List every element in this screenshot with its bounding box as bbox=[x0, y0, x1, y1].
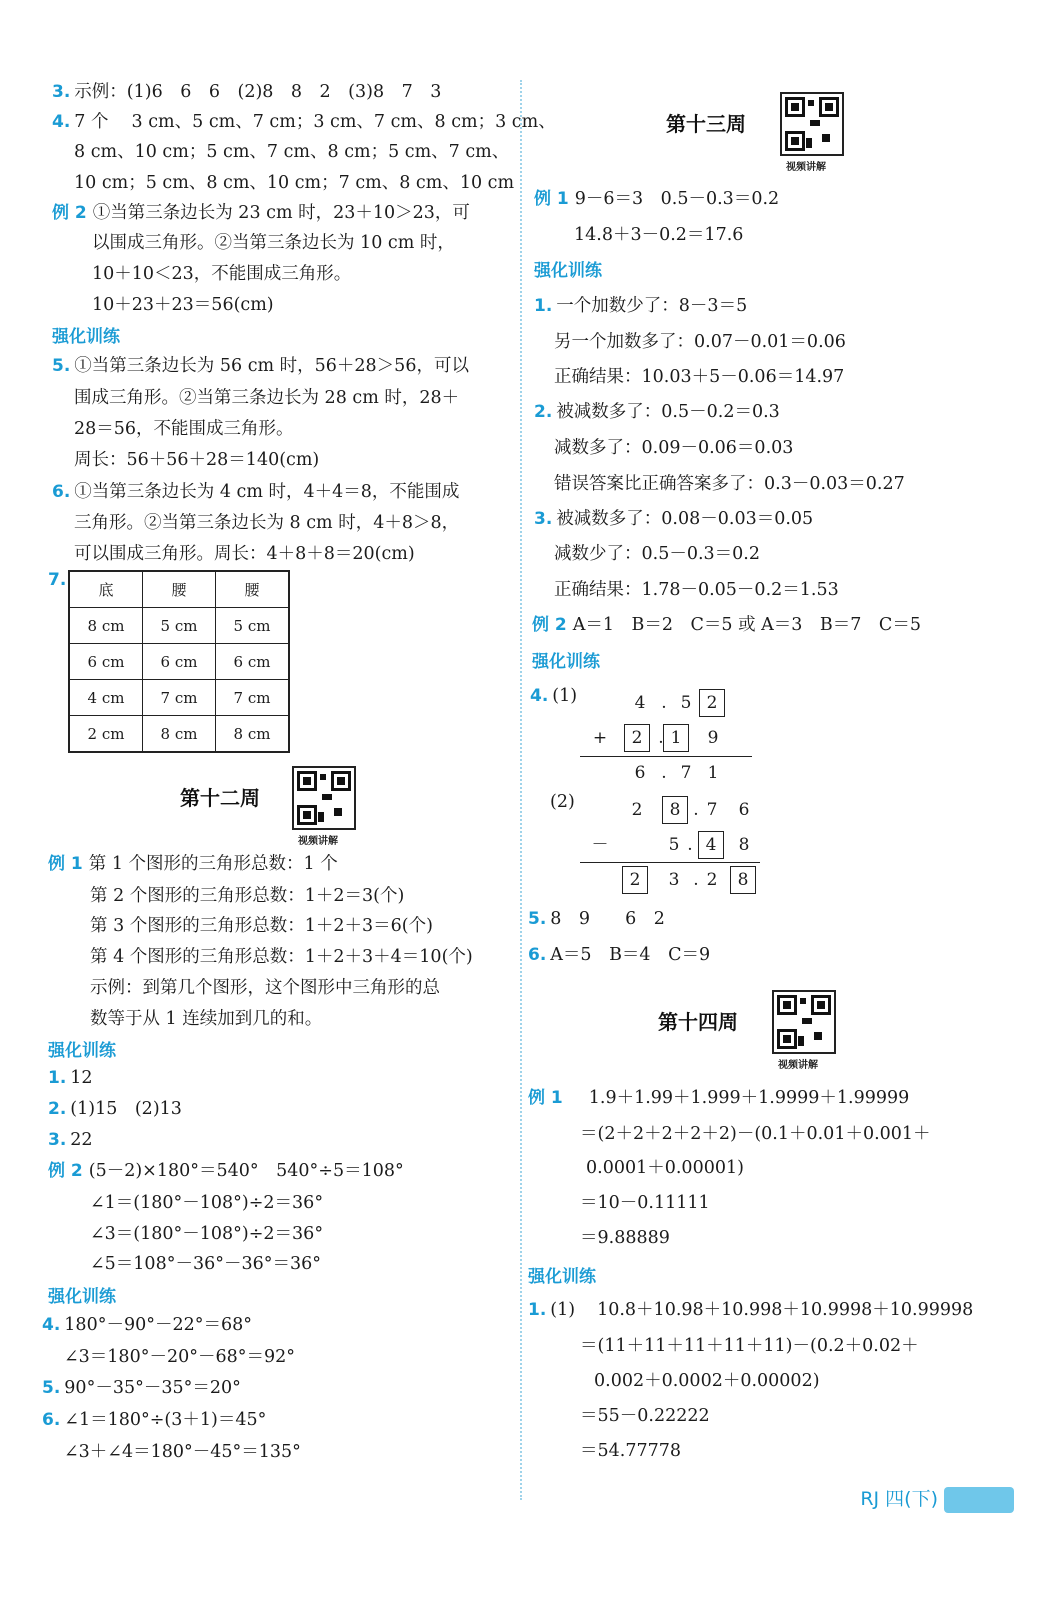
answer-3: 3. 22 bbox=[48, 1130, 93, 1150]
qr-caption: 视频讲解 bbox=[778, 1060, 818, 1071]
section-heading: 强化训练 bbox=[48, 1041, 116, 1061]
table-row bbox=[69, 608, 289, 644]
qr-caption: 视频讲解 bbox=[786, 162, 826, 173]
filled-digit-box: 1 bbox=[663, 724, 689, 752]
answer-2-cont-2: 错误答案比正确答案多了：0.3－0.03＝0.27 bbox=[554, 474, 905, 494]
table-cell: 6 cm bbox=[216, 644, 290, 680]
answer-1-cont-2: 正确结果：10.03＋5－0.06＝14.97 bbox=[554, 367, 845, 387]
answer-1: 1. 12 bbox=[48, 1068, 93, 1088]
table-cell: 7 cm bbox=[143, 680, 216, 716]
example-1-cont-5: 数等于从 1 连续加到几的和。 bbox=[90, 1009, 323, 1029]
answer-4-cont-1: 8 cm、10 cm；5 cm、7 cm、8 cm；5 cm、7 cm、 bbox=[74, 142, 510, 162]
example-1-cont-1: ＝(2＋2＋2＋2＋2)－(0.1＋0.01＋0.001＋ bbox=[580, 1124, 931, 1144]
example-2: 例 2 (5－2)×180°＝540° 540°÷5＝108° bbox=[48, 1161, 404, 1181]
example-1-cont: 14.8＋3－0.2＝17.6 bbox=[574, 225, 744, 245]
table-cell: 2 cm bbox=[69, 716, 143, 753]
example-1-cont-3: 第 4 个图形的三角形总数：1＋2＋3＋4＝10(个) bbox=[90, 947, 473, 967]
answer-5: 5. ①当第三条边长为 56 cm 时，56＋28＞56，可以 bbox=[52, 356, 469, 376]
example-2: 例 2 ①当第三条边长为 23 cm 时，23＋10＞23，可 bbox=[52, 203, 470, 223]
example-2-cont-2: 10＋10＜23，不能围成三角形。 bbox=[92, 264, 352, 284]
section-heading: 强化训练 bbox=[534, 261, 602, 281]
example-2-cont-1: ∠1＝(180°－108°)÷2＝36° bbox=[90, 1193, 324, 1213]
answer-1: 1. (1) 10.8＋10.98＋10.998＋10.9998＋10.99998 bbox=[528, 1300, 974, 1320]
answer-4-cont-2: 10 cm；5 cm、8 cm、10 cm；7 cm、8 cm、10 cm bbox=[74, 173, 515, 193]
answer-6-cont-2: 可以围成三角形。周长：4＋8＋8＝20(cm) bbox=[74, 544, 415, 564]
answer-2: 2. (1)15 (2)13 bbox=[48, 1099, 182, 1119]
section-heading: 强化训练 bbox=[532, 652, 600, 672]
answer-6: 6. ①当第三条边长为 4 cm 时，4＋4＝8，不能围成 bbox=[52, 482, 460, 502]
answer-6-cont: ∠3＋∠4＝180°－45°＝135° bbox=[64, 1442, 301, 1462]
filled-digit-box: 2 bbox=[622, 866, 648, 894]
example-2: 例 2 A＝1 B＝2 C＝5 或 A＝3 B＝7 C＝5 bbox=[532, 615, 921, 635]
example-2-cont-2: ∠3＝(180°－108°)÷2＝36° bbox=[90, 1224, 324, 1244]
qr-code-icon[interactable] bbox=[780, 92, 844, 156]
table-cell: 8 cm bbox=[216, 716, 290, 753]
example-1-cont-1: 第 2 个图形的三角形总数：1＋2＝3(个) bbox=[90, 886, 405, 906]
answer-5-cont-1: 围成三角形。②当第三条边长为 28 cm 时，28＋ bbox=[74, 388, 460, 408]
example-2-cont-1: 以围成三角形。②当第三条边长为 10 cm 时， bbox=[92, 233, 455, 253]
example-1-cont-4: ＝9.88889 bbox=[580, 1228, 670, 1248]
table-header-cell: 腰 bbox=[216, 571, 290, 608]
answer-6: 6. A＝5 B＝4 C＝9 bbox=[528, 945, 711, 965]
example-2-cont-3: 10＋23＋23＝56(cm) bbox=[92, 295, 274, 315]
answer-1-cont-3: ＝55－0.22222 bbox=[580, 1406, 710, 1426]
answer-4-part-2: (2) bbox=[550, 792, 575, 812]
page-footer: RJ 四(下) bbox=[860, 1484, 1014, 1513]
table-header-cell: 腰 bbox=[143, 571, 216, 608]
answer-1: 1. 一个加数少了：8－3＝5 bbox=[534, 296, 748, 316]
example-2-cont-3: ∠5＝108°－36°－36°＝36° bbox=[90, 1254, 322, 1274]
answer-4: 4. 7 个 3 cm、5 cm、7 cm；3 cm、7 cm、8 cm；3 cm、 bbox=[52, 112, 556, 132]
answer-2-cont-1: 减数多了：0.09－0.06＝0.03 bbox=[554, 438, 794, 458]
sum-line bbox=[580, 756, 752, 757]
week-13-title: 第十三周 bbox=[666, 112, 746, 136]
example-1: 例 1 第 1 个图形的三角形总数：1 个 bbox=[48, 854, 338, 874]
section-heading: 强化训练 bbox=[528, 1267, 596, 1287]
week-14-title: 第十四周 bbox=[658, 1010, 738, 1034]
answer-3: 3. 示例：(1)6 6 6 (2)8 8 2 (3)8 7 3 bbox=[52, 82, 442, 102]
answer-3-cont-1: 减数少了：0.5－0.3＝0.2 bbox=[554, 544, 760, 564]
example-1: 例 1 9－6＝3 0.5－0.3＝0.2 bbox=[534, 189, 780, 209]
example-1-cont-2: 第 3 个图形的三角形总数：1＋2＋3＝6(个) bbox=[90, 916, 433, 936]
table-row bbox=[69, 680, 289, 716]
example-1-cont-4: 示例：到第几个图形，这个图形中三角形的总 bbox=[90, 978, 440, 998]
difference-line bbox=[580, 862, 760, 863]
triangle-sides-table bbox=[68, 570, 290, 753]
answer-1-cont-1: ＝(11＋11＋11＋11＋11)－(0.2＋0.02＋ bbox=[580, 1336, 919, 1356]
table-cell: 5 cm bbox=[143, 608, 216, 644]
table-cell: 8 cm bbox=[69, 608, 143, 644]
answer-5-cont-2: 28＝56，不能围成三角形。 bbox=[74, 419, 294, 439]
qr-caption: 视频讲解 bbox=[298, 836, 338, 847]
filled-digit-box: 2 bbox=[624, 724, 650, 752]
answer-1-cont-1: 另一个加数多了：0.07－0.01＝0.06 bbox=[554, 332, 846, 352]
table-cell: 4 cm bbox=[69, 680, 143, 716]
qr-code-icon[interactable] bbox=[772, 990, 836, 1054]
answer-4-number: 4. (1) bbox=[530, 686, 578, 706]
filled-digit-box: 8 bbox=[730, 866, 756, 894]
example-1-cont-2: 0.0001＋0.00001) bbox=[586, 1158, 744, 1178]
answer-5: 5. 8 9 6 2 bbox=[528, 909, 665, 929]
table-header-cell: 底 bbox=[69, 571, 143, 608]
table-row bbox=[69, 716, 289, 753]
table-cell: 5 cm bbox=[216, 608, 290, 644]
answer-5-cont-3: 周长：56＋56＋28＝140(cm) bbox=[74, 450, 320, 470]
filled-digit-box: 8 bbox=[662, 796, 688, 824]
table-row bbox=[69, 644, 289, 680]
answer-1-cont-2: 0.002＋0.0002＋0.00002) bbox=[594, 1371, 820, 1391]
table-cell: 6 cm bbox=[143, 644, 216, 680]
answer-3-cont-2: 正确结果：1.78－0.05－0.2＝1.53 bbox=[554, 580, 839, 600]
answer-4-cont: ∠3＝180°－20°－68°＝92° bbox=[64, 1347, 296, 1367]
table-cell: 6 cm bbox=[69, 644, 143, 680]
answer-1-cont-4: ＝54.77778 bbox=[580, 1441, 682, 1461]
week-12-title: 第十二周 bbox=[180, 786, 260, 810]
page-tab-decoration bbox=[944, 1487, 1014, 1513]
column-divider bbox=[520, 80, 522, 1500]
section-heading: 强化训练 bbox=[48, 1287, 116, 1307]
table-cell: 8 cm bbox=[143, 716, 216, 753]
section-heading: 强化训练 bbox=[52, 327, 120, 347]
example-1-cont-3: ＝10－0.11111 bbox=[580, 1193, 710, 1213]
answer-4: 4. 180°－90°－22°＝68° bbox=[42, 1315, 253, 1335]
table-cell: 7 cm bbox=[216, 680, 290, 716]
qr-code-icon[interactable] bbox=[292, 766, 356, 830]
answer-5: 5. 90°－35°－35°＝20° bbox=[42, 1378, 241, 1398]
answer-6: 6. ∠1＝180°÷(3＋1)＝45° bbox=[42, 1410, 267, 1430]
example-1: 例 1 1.9＋1.99＋1.999＋1.9999＋1.99999 bbox=[528, 1088, 910, 1108]
filled-digit-box: 4 bbox=[698, 831, 724, 859]
filled-digit-box: 2 bbox=[699, 689, 725, 717]
answer-3: 3. 被减数多了：0.08－0.03＝0.05 bbox=[534, 509, 814, 529]
table-header-row bbox=[69, 571, 289, 608]
answer-7-number: 7. bbox=[48, 570, 67, 590]
answer-2: 2. 被减数多了：0.5－0.2＝0.3 bbox=[534, 402, 780, 422]
answer-6-cont-1: 三角形。②当第三条边长为 8 cm 时，4＋8＞8， bbox=[74, 513, 460, 533]
